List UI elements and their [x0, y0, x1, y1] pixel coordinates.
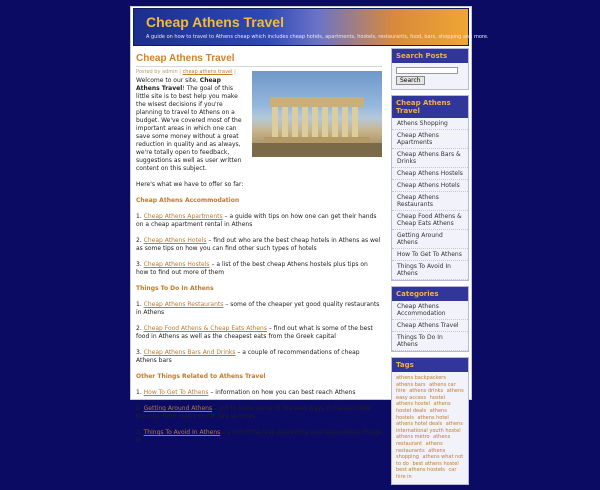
pages-widget-title: Cheap Athens Travel	[392, 96, 468, 118]
site-header	[133, 8, 489, 46]
tag-link[interactable]: athens international youth hostel	[396, 421, 463, 434]
categories-list	[392, 301, 468, 351]
item-link[interactable]: Cheap Athens Restaurants	[143, 301, 224, 308]
offer-text: Here's what we have to offer so far:	[136, 181, 244, 188]
tag-link[interactable]: athens hotel	[417, 414, 449, 421]
site-description: A guide on how to travel to Athens cheap which includes cheap hotels, apartments, hostels, restaurants, food, bars, shopping and more.	[146, 34, 489, 40]
list-item: 3. Cheap Athens Bars And Drinks – a couple of recommendations of cheap Athens bars	[136, 349, 360, 364]
sidebar-page-link[interactable]: Cheap Athens Bars & Drinks	[392, 149, 468, 168]
tag-link[interactable]: athens what not to do	[396, 454, 464, 467]
sidebar-page-link[interactable]: Cheap Food Athens & Cheap Eats Athens	[392, 211, 468, 230]
list-item: 1. Cheap Athens Restaurants – some of the cheaper yet good quality restaurants in Athens	[136, 301, 380, 316]
sidebar-category-link[interactable]: Cheap Athens Accommodation	[392, 301, 468, 320]
tag-link[interactable]: athens hostels	[396, 407, 447, 421]
post-sections	[136, 197, 382, 445]
tag-cloud	[392, 372, 468, 484]
tag-link[interactable]: athens car hire	[396, 381, 456, 395]
tag-link[interactable]: athens easy access	[396, 388, 464, 401]
sidebar-category-link[interactable]: Things To Do In Athens	[392, 332, 468, 351]
list-item: 1. How To Get To Athens – information on how you can best reach Athens	[136, 389, 356, 396]
sidebar-page-link[interactable]: Things To Avoid In Athens	[392, 261, 468, 280]
list-item: 1. Cheap Athens Apartments – a guide with tips on how one can get their hands on a cheap apartment rental in Athens	[136, 213, 377, 228]
section-heading: Things To Do In Athens	[136, 285, 214, 292]
tag-link[interactable]: athens hostel	[396, 401, 430, 408]
categories-widget-title: Categories	[392, 287, 468, 301]
item-link[interactable]: Cheap Food Athens & Cheap Eats Athens	[143, 325, 267, 332]
section-heading: Other Things Related to Athens Travel	[136, 373, 266, 380]
list-item: 3. Cheap Athens Hostels – a list of the best cheap Athens hostels plus tips on how to find out more of them	[136, 261, 368, 276]
tag-link[interactable]: athens backpackers	[396, 375, 446, 381]
tags-widget	[391, 357, 469, 485]
tag-link[interactable]: best athens hostel	[412, 460, 459, 467]
search-input[interactable]	[396, 67, 458, 74]
tag-link[interactable]: athens shopping	[396, 447, 446, 461]
sidebar-page-link[interactable]: Cheap Athens Hotels	[392, 180, 468, 192]
tag-link[interactable]: athens metro	[396, 434, 430, 441]
sidebar-page-link[interactable]: How To Get To Athens	[392, 249, 468, 261]
sidebar-page-link[interactable]: Getting Around Athens	[392, 230, 468, 249]
post-meta-suffix: |	[234, 69, 236, 75]
tags-widget-title: Tags	[392, 358, 468, 372]
post-meta-prefix: Posted by admin |	[136, 69, 181, 75]
sidebar-page-link[interactable]: Cheap Athens Apartments	[392, 130, 468, 149]
pages-list	[392, 118, 468, 280]
title-divider	[136, 66, 382, 67]
item-link[interactable]: Cheap Athens Hotels	[143, 237, 207, 244]
sidebar-page-link[interactable]: Cheap Athens Restaurants	[392, 192, 468, 211]
search-button[interactable]: Search	[396, 76, 425, 85]
post-meta-category-link[interactable]: cheap athens travel	[182, 69, 233, 75]
tag-link[interactable]: best athens hostels	[396, 467, 445, 474]
tag-link[interactable]: athens bars	[396, 381, 426, 388]
item-link[interactable]: Cheap Athens Apartments	[143, 213, 223, 220]
item-link[interactable]: Cheap Athens Hostels	[143, 261, 210, 268]
list-item: 3. Things To Avoid In Athens – a list of the less interesting and less positive things in	[136, 429, 382, 444]
sidebar-page-link[interactable]: Athens Shopping	[392, 118, 468, 130]
site-title[interactable]: Cheap Athens Travel	[146, 14, 284, 30]
post-title[interactable]: Cheap Athens Travel	[136, 53, 235, 64]
tag-link[interactable]: athens drinks	[409, 388, 444, 395]
sidebar-category-link[interactable]: Cheap Athens Travel	[392, 320, 468, 332]
post-body	[136, 77, 382, 445]
tag-link[interactable]: hostel	[429, 394, 446, 401]
section-heading: Cheap Athens Accommodation	[136, 197, 240, 204]
tag-link[interactable]: athens hotel deals	[396, 421, 443, 428]
main-content	[134, 52, 384, 444]
tag-link[interactable]: athens restaurants	[396, 440, 443, 454]
pages-widget	[391, 95, 469, 281]
sidebar	[391, 48, 469, 490]
item-link[interactable]: Things To Avoid In Athens	[143, 429, 221, 436]
categories-widget	[391, 286, 469, 352]
item-link[interactable]: Getting Around Athens	[143, 405, 213, 412]
intro-paragraph: Welcome to our site, Cheap Athens Travel! The goal of this little site is to best help you make the wisest decisions if you're planning to travel to Athens on a budget. We've covered most of the important areas in which one can save some money without a great reduction in quality and as always, we're totally open to feedback, suggestions as well as user written content on this subject.	[136, 77, 242, 172]
list-item: 2. Cheap Athens Hotels – find out who are the best cheap hotels in Athens as wel as some tips on how you can find other such types of hotels	[136, 237, 381, 252]
tag-link[interactable]: athens restaurant	[396, 434, 451, 447]
tag-link[interactable]: car hire in	[396, 467, 457, 480]
search-widget	[391, 48, 469, 90]
list-item: 2. Getting Around Athens – get to know some of the best ways to travel inside the city, from metro to car hire services	[136, 405, 372, 420]
sidebar-page-link[interactable]: Cheap Athens Hostels	[392, 168, 468, 180]
list-item: 2. Cheap Food Athens & Cheap Eats Athens – find out what is some of the best food in Athens as well as the cheapest eats from the Greek capital	[136, 325, 373, 340]
parthenon-photo	[252, 71, 382, 157]
search-widget-title: Search Posts	[392, 49, 468, 63]
intro-bold: Cheap Athens Travel	[136, 77, 221, 92]
item-link[interactable]: Cheap Athens Bars And Drinks	[143, 349, 236, 356]
tag-link[interactable]: athens hostel deals	[396, 401, 451, 414]
item-link[interactable]: How To Get To Athens	[143, 389, 209, 396]
